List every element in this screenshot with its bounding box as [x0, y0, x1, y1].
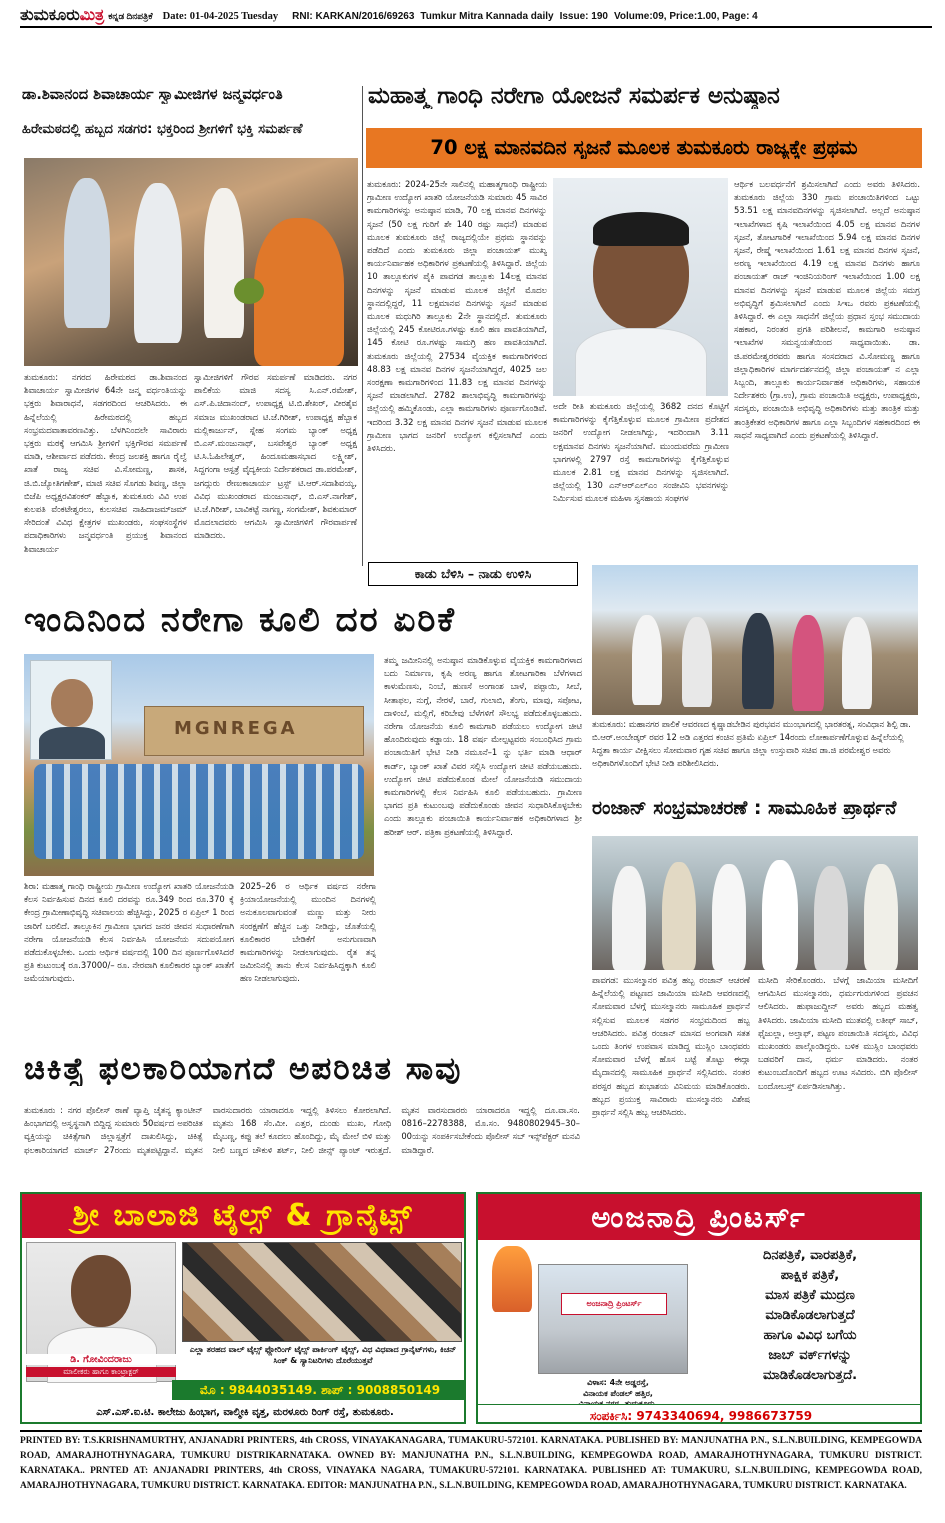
- imprint-footer: PRINTED BY: T.S.KRISHNAMURTHY, ANJANADRI PRINTERS, 4th CROSS, VINAYAKANAGARA, TUMAKURU-572101. KARNATAKA. PUBLISHED BY: MANJUNATHA P.N., S.L.N.BUILDING, KEMPEGOWDA ROAD, AMARAJHOTHYNAGARA, TUMKURU DISTRIKARNATAKA. OWNED BY: MANJUNATHA P.N., S.L.N.BUILDING, KEMPEGOWDA ROAD, AMARAJHOTHYNAGARA, TUMKURU DISTRICT. KARNATAKA.. PRNTED AT: ANJANADRI PRINTERS, 4th CROSS, VINAYAKA NAGARA, TUMAKURU-572101. KARNATAKA. PUBLISHED AT: TUMAKURU, S.L.N.BUILDING, KEMPEGOWDA ROAD, AMARAJHOTHYNAGARA, TUMKURU DISTRICT. KARNATAKA. EDITOR: MANJUNATHA P.N., S.L.N.BUILDING, KEMPEGOWDA ROAD, AMARAJHOTHYNAGARA, TUMKURU DISTRICT. KARNATAKA.: [20, 1436, 922, 1491]
- service-line: ಪಾಕ್ಷಿಕ ಪತ್ರಿಕೆ,: [780, 1268, 840, 1283]
- ad1-phone: ಮೊ : 9844035149. ಶಾಪ್ : 9008850149: [172, 1380, 466, 1400]
- story1-col2: ಸ್ವಾಮೀಜಿಗಳಿಗೆ ಗೌರವ ಸಮರ್ಪಣೆ ಮಾಡಿದರು. ನಗರ ಪಾಲಿಕೆಯ ಮಾಜಿ ಸದಸ್ಯ ಸಿ.ಎನ್.ರಮೇಶ್, ಎಸ್.ಪಿ.ಚಿದಾನಂದ್, ಉಪಾಧ್ಯಕ್ಷ ಟಿ.ಬಿ.ಶೇಖರ್, ವೀರಶೈವ ಸಮಾಜ ಮುಖಂಡರಾದ ಟಿ.ಜೆ.ಗಿರೀಶ್, ಉಪಾಧ್ಯಕ್ಷ ಹೆಬ್ಬಾಕ ಮಲ್ಲಿಕಾರ್ಜುನ್, ಸ್ನೇಹ ಸಂಗಮ ಬ್ಯಾಂಕ್ ಅಧ್ಯಕ್ಷ ಬಿ.ಎಸ್.ಮಂಜುನಾಥ್, ಬಸವೇಶ್ವರ ಬ್ಯಾಂಕ್ ಅಧ್ಯಕ್ಷ ಟಿ.ಸಿ.ಓಹಿಲೇಶ್ವರ್, ಹಿಂದೂಮಹಾಸಭಾದ ಲಕ್ಷ್ಮೀಶ್, ಸಿದ್ದಗಂಗಾ ಆಸ್ಪತ್ರೆ ವೈದ್ಯಕೀಯ ನಿರ್ದೇಶಕರಾದ ಡಾ.ಪರಮೇಶ್, ಜಗದ್ಗುರು ರೇಣುಕಾಚಾರ್ಯ ಟ್ರಸ್ಟ್ ಟಿ.ಆರ್.ಸದಾಶಿವಯ್ಯ, ವಿವಿಧ ಮುಖಂಡರಾದ ಮಂಜುನಾಥ್, ಬಿ.ಎಸ್.ನಾಗೇಶ್, ಟಿ.ಜೆ.ಗಿರೀಶ್, ಬಾವಿಕಟ್ಟೆ ನಾಗಣ್ಣ, ಸಂಗಮೇಶ್, ಶಿವಕುಮಾರ್ ಮೊದಲಾದವರು ಆಗಮಿಸಿ ಸ್ವಾಮೀಜಿಗಳಿಗೆ ಗೌರವಾರ್ಪಣೆ ಮಾಡಿದರು.: [194, 372, 357, 541]
- ramzan-prayer-photo: [592, 836, 918, 970]
- ad2-services: [700, 1246, 920, 1386]
- story1-headline: ಡಾ.ಶಿವಾನಂದ ಶಿವಾಚಾರ್ಯ ಸ್ವಾಮೀಜಿಗಳ ಜನ್ಮವರ್ಧಂತಿ: [22, 88, 283, 103]
- service-line: ಮಾಡಿಕೊಡಲಾಗುತ್ತದೆ: [765, 1308, 855, 1323]
- paper-logo: ತುಮಕೂರುಮಿತ್ರ: [20, 7, 105, 24]
- story5-col1: ಪಾವಗಡ: ಮುಸಲ್ಮಾನರ ಪವಿತ್ರ ಹಬ್ಬ ರಂಜಾನ್ ಆಚರಣೆ ಹಿನ್ನೆಲೆಯಲ್ಲಿ ಪಟ್ಟಣದ ಜಾಮಿಯಾ ಮಸೀದಿ ಆವರಣದಲ್ಲಿ ಸೋಮವಾರ ಬೆಳಗ್ಗೆ ಮುಸಲ್ಮಾನರು ಸಾಮೂಹಿಕ ಪ್ರಾರ್ಥನೆ ಸಲ್ಲಿಸುವ ಮೂಲಕ ಸಡಗರ ಸಂಭ್ರಮದಿಂದ ಹಬ್ಬ ಆಚರಿಸಿದರು. ಪವಿತ್ರ ರಂಜಾನ್ ಮಾಸದ ಅಂಗವಾಗಿ ಸತತ ಒಂದು ತಿಂಗಳ ಉಪವಾಸ ಮಾಡಿದ್ದ ಮುಸ್ಲಿಂ ಬಾಂಧವರು ಸೋಮವಾರ ಬೆಳಗ್ಗೆ ಹೊಸ ಬಟ್ಟೆ ತೊಟ್ಟು ಈದ್ಗಾ ಮೈದಾನದಲ್ಲಿ ಸಾಮೂಹಿಕ ಪ್ರಾರ್ಥನೆ ಸಲ್ಲಿಸಿದರು. ನಂತರ ಪರಸ್ಪರ ಹಬ್ಬದ ಶುಭಾಶಯ ವಿನಿಮಯ ಮಾಡಿಕೊಂಡರು. ಹಬ್ಬದ ಪ್ರಯುಕ್ತ ಸಾವಿರಾರು ಮುಸಲ್ಮಾನರು ವಿಶೇಷ ಪ್ರಾರ್ಥನೆ ಸಲ್ಲಿಸಿ ಹಬ್ಬ ಆಚರಿಸಿದರು.: [592, 975, 750, 1118]
- slogan-box: [368, 562, 578, 586]
- ambedkar-statue-inspection-photo: [592, 565, 918, 715]
- story3-caption: ಶಿರಾ: ಮಹಾತ್ಮ ಗಾಂಧಿ ರಾಷ್ಟ್ರೀಯ ಗ್ರಾಮೀಣ ಉದ್ಯೋಗ ಖಾತರಿ ಯೋಜನೆಯಡಿ ಕೆಲಸ ನಿರ್ವಹಿಸುವ ದಿನದ ಕೂಲಿ ದರವನ್ನು ರೂ.349 ರಿಂದ ರೂ.370 ಕ್ಕೆ ಕೇಂದ್ರ ಗ್ರಾಮೀಣಾಭಿವೃದ್ಧಿ ಸಚಿವಾಲಯ ಹೆಚ್ಚಿಸಿದ್ದು, 2025 ರ ಏಪ್ರಿಲ್ 1 ರಿಂದ ಜಾರಿಗೆ ಬರಲಿದೆ. ತಾಲ್ಲೂಕಿನ ಗ್ರಾಮೀಣ ಭಾಗದ ಜನರ ಜೀವನ ಸುಧಾರಣೆಗಾಗಿ ನರೇಗಾ ಯೋಜನೆಯಡಿ ಕೆಲಸ ನಿರ್ವಹಿಸಿ ಯೋಜನೆಯ ಸದುಪಯೋಗ ಪಡೆದುಕೊಳ್ಳಬೇಕು. ಒಂದು ಆರ್ಥಿಕ ವರ್ಷದಲ್ಲಿ 100 ದಿನ ಪೂರ್ಣಗೊಳಿಸಿದರೆ ಪ್ರತಿ ಕುಟುಂಬಕ್ಕೆ ರೂ.37000/– ರೂ. ನೇರವಾಗಿ ಕೂಲಿಕಾರರ ಬ್ಯಾಂಕ್ ಖಾತೆಗೆ ಜಮೆಯಾಗುವುದು.: [24, 881, 234, 984]
- story5-headline: ರಂಜಾನ್ ಸಂಭ್ರಮಾಚರಣೆ : ಸಾಮೂಹಿಕ ಪ್ರಾರ್ಥನೆ: [592, 798, 897, 819]
- service-line: ಮಾಡಿಕೊಡಲಾಗುತ್ತದೆ.: [762, 1368, 858, 1383]
- service-line: ಹಾಗೂ ವಿವಿಧ ಬಗೆಯ: [763, 1328, 857, 1343]
- anjanadri-printers-ad: [476, 1192, 922, 1424]
- paper-name: Tumkur Mitra Kannada daily: [420, 10, 554, 22]
- officer-inset-photo: [30, 660, 112, 760]
- shop-sign: ಅಂಜನಾದ್ರಿ ಪ್ರಿಂಟರ್ಸ್: [561, 1293, 667, 1315]
- story3-col2: 2025–26 ರ ಆರ್ಥಿಕ ವರ್ಷದ ನರೇಗಾ ಕ್ರಿಯಾಯೋಜನೆಯಲ್ಲಿ ಮುಂದಿನ ದಿನಗಳಲ್ಲಿ ಅನುಕೂಲವಾಗುವಂತೆ ಮಣ್ಣು ಮತ್ತು ನೀರು ಸಂರಕ್ಷಣೆಗೆ ಹೆಚ್ಚಿನ ಒತ್ತು ನೀಡಿದ್ದು, ಜೊತೆಯಲ್ಲಿ ಕೂಲಿಕಾರರ ಬೇಡಿಕೆಗೆ ಅನುಗುಣವಾಗಿ ಕಾಮಗಾರಿಗಳನ್ನು ನೀಡಲಾಗುವುದು. ರೈತ ತನ್ನ ಜಮೀನಿನಲ್ಲಿ ತಾನು ಕೆಲಸ ನಿರ್ವಹಿಸಿದ್ದಕ್ಕಾಗಿ ಕೂಲಿ ಹಣ ನೀಡಲಾಗುವುದು.: [240, 881, 376, 984]
- paper-subtitle: ಕನ್ನಡ ದಿನಪತ್ರಿಕೆ: [108, 10, 153, 21]
- story6-body: ತುಮಕೂರು : ನಗರ ಪೊಲೀಸ್ ಠಾಣೆ ವ್ಯಾಪ್ತಿ ಚೈತನ್ಯ ಕ್ಯಾಂಟೀನ್ ಹಿಂಭಾಗದಲ್ಲಿ ಅಸ್ವಸ್ಥನಾಗಿ ಬಿದ್ದಿದ್ದ ಸುಮಾರು 50ವರ್ಷದ ಅಪರಿಚಿತ ವ್ಯಕ್ತಿಯನ್ನು ಚಿಕಿತ್ಸೆಗಾಗಿ ಜಿಲ್ಲಾಸ್ಪತ್ರೆಗೆ ದಾಖಲಿಸಿದ್ದು, ಚಿಕಿತ್ಸೆ ಫಲಕಾರಿಯಾಗದೆ ಮಾರ್ಚ್ 27ರಂದು ಮೃತಪಟ್ಟಿದ್ದಾನೆ. ಮೃತನ ವಾರಸುದಾರರು ಯಾರಾದರೂ ಇದ್ದಲ್ಲಿ ತಿಳಿಸಲು ಕೋರಲಾಗಿದೆ. ಮೃತನು 168 ಸೆಂ.ಮೀ. ಎತ್ತರ, ದುಂಡು ಮುಖ, ಗೋಧಿ ಮೈಬಣ್ಣ, ಕಪ್ಪು ತಲೆ ಕೂದಲು ಹೊಂದಿದ್ದು, ಮೈ ಮೇಲೆ ಬಿಳಿ ಮತ್ತು ನೀಲಿ ಬಣ್ಣದ ಚೌಕುಳಿ ಶರ್ಟ್, ನೀಲಿ ಜೀನ್ಸ್ ಪ್ಯಾಂಟ್ ಇರುತ್ತದೆ. ಮೃತನ ವಾರಸುದಾರರು ಯಾರಾದರೂ ಇದ್ದಲ್ಲಿ ದೂ.ವಾ.ಸಂ. 0816–2278388, ಮೊ.ಸಂ. 9480802945–30–00ಯನ್ನು ಸಂಪರ್ಕಿಸಬೇಕೆಂದು ಪೊಲೀಸ್ ಸಬ್ ಇನ್ಸ್‌ಪೆಕ್ಟರ್ ಮನವಿ ಮಾಡಿದ್ದಾರೆ.: [24, 1105, 580, 1155]
- footer-rule: [20, 1430, 922, 1432]
- story4-caption: ತುಮಕೂರು: ಮಹಾನಗರ ಪಾಲಿಕೆ ಆವರಣದ ಕೃಷ್ಣಾಡಬೇಡಿನ ಪುರಭವನ ಮುಂಭಾಗದಲ್ಲಿ ಭಾರತರತ್ನ, ಸಂವಿಧಾನ ಶಿಲ್ಪಿ ಡಾ. ಬಿ.ಆರ್.ಅಂಬೇಡ್ಕರ್ ರವರ 12 ಅಡಿ ಎತ್ತರದ ಕಂಚಿನ ಪ್ರತಿಮೆ ಏಪ್ರಿಲ್ 14ರಂದು ಲೋಕಾರ್ಪಣೆಗೊಳ್ಳುವ ಹಿನ್ನೆಲೆಯಲ್ಲಿ ಸಿದ್ಧತಾ ಕಾರ್ಯ ವೀಕ್ಷಿಸಲು ಸೋಮವಾರ ಗೃಹ ಸಚಿವ ಹಾಗೂ ಜಿಲ್ಲಾ ಉಸ್ತುವಾರಿ ಸಚಿವ ಡಾ.ಜಿ ಪರಮೇಶ್ವರ ಅವರು ಅಧಿಕಾರಿಗಳೊಂದಿಗೆ ಭೇಟಿ ನೀಡಿ ಪರಿಶೀಲಿಸಿದರು.: [592, 719, 911, 768]
- mgnrega-sign-text: MGNREGA: [174, 718, 298, 739]
- story2-col3: ಆರ್ಥಿಕ ಬಲವರ್ಧನೆಗೆ ಶ್ರಮಿಸಲಾಗಿದೆ ಎಂದು ಅವರು ತಿಳಿಸಿದರು. ತುಮಕೂರು ಜಿಲ್ಲೆಯ 330 ಗ್ರಾಮ ಪಂಚಾಯಿತಿಗಳಿಂದ ಒಟ್ಟು 53.51 ಲಕ್ಷ ಮಾನವದಿನಗಳನ್ನು ಸೃಜಿಸಲಾಗಿದೆ. ಅಲ್ಲದೆ ಅನುಷ್ಠಾನ ಇಲಾಖೆಗಳಾದ ಕೃಷಿ ಇಲಾಖೆಯಿಂದ 4.05 ಲಕ್ಷ ಮಾನವ ದಿನಗಳ ಸೃಜನೆ, ತೋಟಗಾರಿಕೆ ಇಲಾಖೆಯಿಂದ 5.94 ಲಕ್ಷ ಮಾನವ ದಿನಗಳ ಸೃಜನೆ, ರೇಷ್ಮೆ ಇಲಾಖೆಯಿಂದ 1.61 ಲಕ್ಷ ಮಾನವ ದಿನಗಳ ಸೃಜನೆ, ಅರಣ್ಯ ಇಲಾಖೆಯಿಂದ 4.19 ಲಕ್ಷ ಮಾನವ ದಿನಗಳು ಹಾಗೂ ಪಂಚಾಯತ್ ರಾಜ್ ಇಂಜಿನಿಯರಿಂಗ್ ಇಲಾಖೆಯಿಂದ 1.00 ಲಕ್ಷ ಮಾನವ ದಿನಗಳನ್ನು ಸೃಜನೆ ಮಾಡುವ ಮೂಲಕ ಜಿಲ್ಲೆಯ ಸಮಗ್ರ ಅಭಿವೃದ್ಧಿಗೆ ಶ್ರಮಿಸಲಾಗಿದೆ ಎಂದು ಸಿಇಒ ರವರು ಪ್ರಕಟಣೆಯಲ್ಲಿ ತಿಳಿಸಿದ್ದಾರೆ. ಈ ಎಲ್ಲಾ ಸಾಧನೆಗೆ ಜಿಲ್ಲೆಯ ಪ್ರಧಾನ ಸ್ತಂಭ ಸಮುದಾಯ ಸಹಕಾರ, ನಿರಂತರ ಪ್ರಗತಿ ಪರಿಶೀಲನೆ, ಕಾಮಗಾರಿ ಅನುಷ್ಠಾನ ಇಲಾಖೆಗಳ ಸಮನ್ವಯತೆಯಿಂದ ಸಾಧ್ಯವಾಯಿತು. ಡಾ. ಜಿ.ಪರಮೇಶ್ವರರವರು ಹಾಗೂ ಸಂಸದರಾದ ವಿ.ಸೋಮಣ್ಣ ಹಾಗೂ ಜಿಲ್ಲಾಧಿಕಾರಿಗಳ ಮಾರ್ಗದರ್ಶನದಲ್ಲಿ ಜಿಲ್ಲಾ ಪಂಚಾಯತ್ ನ ಎಲ್ಲಾ ಸಿಬ್ಬಂದಿ, ತಾಲ್ಲೂಕು ಕಾರ್ಯನಿರ್ವಾಹಕ ಅಧಿಕಾರಿಗಳು, ಸಹಾಯಕ ನಿರ್ದೇಶಕರು (ಗ್ರಾ.ಉ), ಗ್ರಾಮ ಪಂಚಾಯಿತಿ ಅಧ್ಯಕ್ಷರು, ಉಪಾಧ್ಯಕ್ಷರು, ಸದಸ್ಯರು, ಪಂಚಾಯಿತಿ ಅಭಿವೃದ್ಧಿ ಅಧಿಕಾರಿಗಳು ಮತ್ತು ತಾಂತ್ರಿಕ ಮತ್ತು ತಾಂತ್ರಿಕೇತರ ಅಧಿಕಾರಿಗಳ ಹಾಗೂ ಎಲ್ಲಾ ಸಿಬ್ಬಂದಿಗಳ ಸಹಕಾರದಿಂದ ಈ ಸಾಧನೆ ಸಾಧ್ಯವಾಗಿದೆ ಎಂದು ಪ್ರಕಟಣೆಯಲ್ಲಿ ತಿಳಿಸಿದ್ದಾರೆ.: [734, 179, 920, 440]
- story3-headline: ಇಂದಿನಿಂದ ನರೇಗಾ ಕೂಲಿ ದರ ಏರಿಕೆ: [24, 602, 456, 640]
- owner-name: ಡಿ. ಗೋವಿಂದರಾಜು: [26, 1354, 176, 1365]
- story2-headline: ಮಹಾತ್ಮ ಗಾಂಧಿ ನರೇಗಾ ಯೋಜನೆ ಸಮರ್ಪಕ ಅನುಷ್ಠಾನ: [368, 84, 780, 109]
- ad1-address: ಎಸ್.ಎಸ್.ಐ.ಟಿ. ಕಾಲೇಜು ಹಿಂಭಾಗ, ವಾಲ್ಮೀಕಿ ವೃತ್ತ, ಮರಳೂರು ರಿಂಗ್ ರಸ್ತೆ, ತುಮಕೂರು.: [22, 1402, 466, 1424]
- column-divider: [362, 86, 363, 566]
- story5-col2: ಮಸೀದಿ ಸೇರಿಕೊಂಡರು. ಬೆಳಗ್ಗೆ ಜಾಮಿಯಾ ಮಸೀದಿಗೆ ಆಗಮಿಸಿದ ಮುಸಲ್ಮಾನರು, ಧರ್ಮಗುರುಗಳಿಂದ ಪ್ರವಚನ ಆಲಿಸಿದರು. ಹುಫಾಜುದ್ದೀನ್ ಅವರು ಹಬ್ಬದ ಮಹತ್ವ ತಿಳಿಸಿದರು. ಜಾಮಿಯಾ ಮಸೀದಿ ಮುತವಲ್ಲಿ ಲತೀಫ್ ಸಾಬ್, ಫೈಜುಲ್ಲಾ, ಅಲ್ತಾಫ್, ಪಟ್ಟಣ ಪಂಚಾಯಿತಿ ಸದಸ್ಯರು, ವಿವಿಧ ಮುಖಂಡರು ಪಾಲ್ಗೊಂಡಿದ್ದರು. ಬಳಿಕ ಮುಸ್ಲಿಂ ಬಾಂಧವರು ಬಡವರಿಗೆ ದಾನ, ಧರ್ಮ ಮಾಡಿದರು. ನಂತರ ಕುಟುಂಬದೊಂದಿಗೆ ಹಬ್ಬದ ಊಟ ಸವಿದರು. ಬಿಗಿ ಪೊಲೀಸ್ ಬಂದೋಬಸ್ತ್ ಏರ್ಪಡಿಸಲಾಗಿತ್ತು.: [758, 975, 918, 1091]
- balaji-tiles-ad: [20, 1192, 466, 1424]
- rni-number: RNI: KARKAN/2016/69263: [292, 10, 415, 22]
- story6-headline: ಚಿಕಿತ್ಸೆ ಫಲಕಾರಿಯಾಗದೆ ಅಪರಿಚಿತ ಸಾವು: [24, 1052, 463, 1087]
- story2-col2: ಅದೇ ರೀತಿ ತುಮಕೂರು ಜಿಲ್ಲೆಯಲ್ಲಿ 3682 ದನದ ಕೊಟ್ಟಿಗೆ ಕಾಮಗಾರಿಗಳನ್ನು ಕೈಗೆತ್ತಿಕೊಳ್ಳುವ ಮೂಲಕ ಗ್ರಾಮೀಣ ಪ್ರದೇಶದ ಜನರಿಗೆ ಉದ್ಯೋಗ ನೀಡಲಾಗಿದ್ದು, ಇದರಿಂದಾಗಿ 3.11 ಲಕ್ಷಮಾನವ ದಿನಗಳು ಸೃಜನೆಯಾಗಿವೆ. ಮುಂದುವರೆದು ಗ್ರಾಮೀಣ ಭಾಗಗಳಲ್ಲಿ 2797 ರಸ್ತೆ ಕಾಮಗಾರಿಗಳನ್ನು ಕೈಗೆತ್ತಿಕೊಳ್ಳುವ ಮೂಲಕ 2.81 ಲಕ್ಷ ಮಾನವ ದಿನಗಳನ್ನು ಸೃಜಿಸಲಾಗಿದೆ. ಜಿಲ್ಲೆಯಲ್ಲಿ 130 ಎನ್‌ಆರ್‌ಎಲ್‌ಎಂ ಸಂಜೀವಿನಿ ಭವನಗಳನ್ನು ನಿರ್ಮಿಸುವ ಮೂಲಕ ಮಹಿಳಾ ಸ್ವಸಹಾಯ ಸಂಘಗಳ: [553, 401, 729, 504]
- story3-col3: ತಮ್ಮ ಜಮೀನಿನಲ್ಲಿ ಅನುಷ್ಠಾನ ಮಾಡಿಕೊಳ್ಳುವ ವೈಯಕ್ತಿಕ ಕಾಮಗಾರಿಗಳಾದ ಬದು ನಿರ್ಮಾಣ, ಕೃಷಿ ಅರಣ್ಯ ಹಾಗೂ ತೋಟಗಾರಿಕಾ ಬೆಳೆಗಳಾದ ಕಾಳುಮೆಣಸು, ನಿಂಬೆ, ಹುಣಸೆ ಅಂಗಾಂಶ ಬಾಳೆ, ಪಪ್ಪಾಯಿ, ಸೀಬೆ, ಸೀತಾಫಲ, ನುಗ್ಗೆ, ನೇರಳೆ, ಬಾರೆ, ಗುಲಾಬಿ, ತೆಂಗು, ಮಾವು, ಸಪೋಟ, ದಾಳಿಂಬೆ, ಮಲ್ಲಿಗೆ, ಕರಿಬೇವು ಬೆಳೆಗಳಿಗೆ ಸೌಲಭ್ಯ ಪಡೆದುಕೊಳ್ಳಬಹುದು. ನರೇಗಾ ಯೋಜನೆಯ ಕೂಲಿ ಕಾಮಗಾರಿ ಪಡೆಯಲು ಉದ್ಯೋಗ ಚೀಟಿ ಹೊಂದಿರುವುದು ಕಡ್ಡಾಯ. 18 ವರ್ಷ ಮೇಲ್ಪಟ್ಟವರು ಸಂಬಂಧಿಸಿದ ಗ್ರಾಮ ಪಂಚಾಯಿತಿಗೆ ಭೇಟಿ ನೀಡಿ ನಮೂನೆ–1 ನ್ನು ಭರ್ತಿ ಮಾಡಿ ಆಧಾರ್ ಕಾರ್ಡ್, ಬ್ಯಾಂಕ್ ಖಾತೆ ವಿವರ ಸಲ್ಲಿಸಿ ಉದ್ಯೋಗ ಚೀಟಿ ಪಡೆಯಬಹುದು. ಉದ್ಯೋಗ ಚೀಟಿ ಪಡೆದುಕೊಂಡ ಮೇಲೆ ಯೋಜನೆಯಡಿ ಸಮುದಾಯ ಕಾಮಗಾರಿಗಳಲ್ಲಿ ಕೆಲಸ ನಿರ್ವಹಿಸಿ ಕೂಲಿ ಪಡೆಯಬಹುದು. ಗ್ರಾಮೀಣ ಭಾಗದ ಪ್ರತಿ ಕುಟುಂಬವು ಪಡೆದುಕೊಂಡು ಜೀವನ ಸುಧಾರಿಸಿಕೊಳ್ಳಬೇಕು ಎಂದು ತಾಲ್ಲೂಕು ಪಂಚಾಯಿತಿ ಕಾರ್ಯನಿರ್ವಾಹಕ ಅಧಿಕಾರಿಗಳಾದ ಶ್ರೀ ಹರೀಶ್ ಆರ್. ಪತ್ರಿಕಾ ಪ್ರಕಟಣೆಯಲ್ಲಿ ತಿಳಿಸಿದ್ದಾರೆ.: [384, 655, 582, 837]
- masthead: [20, 6, 932, 28]
- story1-subheadline: ಹಿರೇಮಠದಲ್ಲಿ ಹಬ್ಬದ ಸಡಗರ: ಭಕ್ತರಿಂದ ಶ್ರೀಗಳಿಗೆ ಭಕ್ತಿ ಸಮರ್ಪಣೆ: [22, 123, 303, 137]
- issue-date: Date: 01-04-2025 Tuesday: [162, 10, 279, 22]
- story1-col1: ತುಮಕೂರು: ನಗರದ ಹಿರೇಮಠದ ಡಾ.ಶಿವಾನಂದ ಶಿವಾಚಾರ್ಯ ಸ್ವಾಮೀಜಿಗಳ 64ನೇ ಜನ್ಮ ವರ್ಧಂತಿಯನ್ನು ಭಕ್ತರು ಶಿವಾರಾಧನೆ, ಸಡಗರದಿಂದ ಆಚರಿಸಿದರು. ಈ ಹಿನ್ನೆಲೆಯಲ್ಲಿ ಹಿರೇಮಠದಲ್ಲಿ ಹಬ್ಬದ ಸಂಭ್ರಮದವಾತಾವರಣವಿತ್ತು. ಬೆಳಗಿನಿಂದಲೇ ಸಾವಿರಾರು ಭಕ್ತರು ಮಠಕ್ಕೆ ಆಗಮಿಸಿ ಶ್ರೀಗಳಿಗೆ ಭಕ್ತಿಗೌರವ ಸಮರ್ಪಣೆ ಮಾಡಿ, ಆಶೀರ್ವಾದ ಪಡೆದರು. ಕೇಂದ್ರ ಜಲಶಕ್ತಿ ಹಾಗೂ ರೈಲ್ವೆ ಖಾತೆ ರಾಜ್ಯ ಸಚಿವ ವಿ.ಸೋಮಣ್ಣ, ಶಾಸಕ, ಜಿ.ಬಿ.ಜ್ಯೋತಿಗಣೇಶ್, ಮಾಜಿ ಸಚಿವ ಸೊಗಡು ಶಿವಣ್ಣ, ಜಿಲ್ಲಾ ಬಿಜೆಪಿ ಅಧ್ಯಕ್ಷರವಿಶಂಕರ್ ಹೆಬ್ಬಾಕ, ತುಮಕೂರು ವಿವಿ ಉಪ ಕುಲಪತಿ ವೆಂಕಟೇಶ್ವರಲು, ಕುಲಸಚಿವ ನಾಹಿದಾಜಮ್‌ಜಮ್ ಸೇರಿದಂತೆ ವಿವಿಧ ಕ್ಷೇತ್ರಗಳ ಮುಖಂಡರು, ಸಂಘಸಂಸ್ಥೆಗಳ ಪದಾಧಿಕಾರಿಗಳು ಜನ್ಮವರ್ಧಂತಿ ಪ್ರಯುಕ್ತ ಶಿವಾನಂದ ಶಿವಾಚಾರ್ಯ: [24, 372, 187, 554]
- issue-number: Issue: 190: [559, 10, 608, 22]
- swamiji-felicitation-photo: [24, 158, 358, 366]
- tiles-showcase-image: [182, 1242, 462, 1342]
- story2-subhead: 70 ಲಕ್ಷ ಮಾನವದಿನ ಸೃಜನೆ ಮೂಲಕ ತುಮಕೂರು ರಾಜ್ಯಕ್ಕೇ ಪ್ರಥಮ: [430, 137, 858, 159]
- story2-subhead-banner: [366, 128, 922, 168]
- volume-price-page: Volume:09, Price:1.00, Page: 4: [613, 10, 758, 22]
- ad1-products: ಎಲ್ಲಾ ತರಹದ ವಾಲ್ ಟೈಲ್ಸ್ ಫ್ಲೋರಿಂಗ್ ಟೈಲ್ಸ್ ಪಾರ್ಕಿಂಗ್ ಟೈಲ್ಸ್, ವಿಧ ವಿಧವಾದ ಗ್ರಾನೈಟ್‌ಗಳು, ಕಿಚನ್ ಸಿಂಕ್ & ಸ್ಯಾನಿಟರಿಗಳು ದೊರೆಯುತ್ತವೆ: [189, 1345, 457, 1365]
- slogan-text: ಕಾಡು ಬೆಳಿಸಿ – ನಾಡು ಉಳಿಸಿ: [414, 567, 532, 581]
- hanuman-icon: [492, 1246, 532, 1312]
- ad2-contact: ಸಂಪರ್ಕಿಸಿ: 9743340694, 9986673759: [478, 1404, 922, 1424]
- ad1-title: ಶ್ರೀ ಬಾಲಾಜಿ ಟೈಲ್ಸ್ & ಗ್ರಾನೈಟ್ಸ್: [22, 1194, 464, 1238]
- ad2-address-line: ವಿಳಾಸ: 4ನೇ ಅಡ್ಡರಸ್ತೆ,: [587, 1378, 649, 1387]
- official-portrait-photo: [553, 178, 728, 396]
- service-line: ಮಾಸ ಪತ್ರಿಕೆ ಮುದ್ರಣ: [765, 1288, 855, 1303]
- owner-role: ಮಾಲೀಕರು ಹಾಗೂ ಕಾಂಟ್ರಾಕ್ಟರ್: [26, 1367, 176, 1377]
- service-line: ಜಾಬ್ ವರ್ಕ್‌ಗಳನ್ನು: [768, 1348, 852, 1363]
- ad2-address-line: ವಿನಾಯಕ ಪೆಂಡಲ್ ಹತ್ತಿರ,: [583, 1388, 653, 1398]
- story2-col1: ತುಮಕೂರು: 2024-25ನೇ ಸಾಲಿನಲ್ಲಿ ಮಹಾತ್ಮಗಾಂಧಿ ರಾಷ್ಟ್ರೀಯ ಗ್ರಾಮೀಣ ಉದ್ಯೋಗ ಖಾತರಿ ಯೋಜನೆಯಡಿ ಸುಮಾರು 45 ಸಾವಿರ ಕಾಮಗಾರಿಗಳನ್ನು ಅನುಷ್ಠಾನ ಮಾಡಿ, 70 ಲಕ್ಷ ಮಾನವ ದಿನಗಳನ್ನು ಸೃಜನೆ (50 ಲಕ್ಷ ಗುರಿಗೆ ಶೇ 140 ರಷ್ಟು ಸಾಧನೆ) ಮಾಡುವ ಮೂಲಕ ತುಮಕೂರು ಜಿಲ್ಲೆ ರಾಜ್ಯದಲ್ಲಿಯೇ ಪ್ರಥಮ ಸ್ಥಾನವನ್ನು ಪಡೆದಿದೆ ಎಂದು ತುಮಕೂರು ಜಿಲ್ಲಾ ಪಂಚಾಯತ್ ಮುಖ್ಯ ಕಾರ್ಯನಿರ್ವಾಹಕ ಅಧಿಕಾರಿಗಳ ಪ್ರಕಟಣೆಯಲ್ಲಿ ತಿಳಿಸಿದ್ದಾರೆ. ಜಿಲ್ಲೆಯ 10 ತಾಲ್ಲೂಕುಗಳ ಪೈಕಿ ಪಾವಗಡ ತಾಲ್ಲೂಕು 14ಲಕ್ಷ ಮಾನವ ದಿನಗಳನ್ನು ಸೃಜನೆ ಮಾಡುವ ಮೂಲಕ ಜಿಲ್ಲೆಗೆ ಮೊದಲ ಸ್ಥಾನದಲ್ಲಿದ್ದರೆ, 11 ಲಕ್ಷಮಾನವ ದಿನಗಳನ್ನು ಸೃಜನೆ ಮಾಡುವ ಮೂಲಕ ಮಧುಗಿರಿ ತಾಲ್ಲೂಕು 2ನೇ ಸ್ಥಾನದಲ್ಲಿದೆ. ತುಮಕೂರು ಜಿಲ್ಲೆಯಲ್ಲಿ 245 ಕೋಟಿರೂ.ಗಳಷ್ಟು ಕೂಲಿ ಹಣ ಪಾವತಿಯಾಗಿದೆ, 145 ಕೋಟಿ ರೂ.ಗಳಷ್ಟು ಸಾಮಗ್ರಿ ಹಣ ಪಾವತಿಯಾಗಿದೆ. ತುಮಕೂರು ಜಿಲ್ಲೆಯಲ್ಲಿ 27534 ವೈಯಕ್ತಿಕ ಕಾಮಗಾರಿಗಳಿಂದ 48.83 ಲಕ್ಷ ಮಾನವ ದಿನಗಳ ಸೃಜನೆಯಾಗಿದ್ದರೆ, 4025 ಜಲ ಸಂರಕ್ಷಣಾ ಕಾಮಗಾರಿಗಳಿಂದ 11.83 ಲಕ್ಷ ಮಾನವ ದಿನಗಳನ್ನು ಸೃಜನೆ ಮಾಡಲಾಗಿದೆ. 2782 ಶಾಲಾಭಿವೃದ್ಧಿ ಕಾಮಗಾರಿಗಳನ್ನು ಜಿಲ್ಲೆಯಲ್ಲಿ ಹಮ್ಮಿಕೊಂಡು, ಎಲ್ಲಾ ಕಾಮಗಾರಿಗಳು ಪೂರ್ಣಗೊಂಡಿವೆ. ಇದರಿಂದ 3.32 ಲಕ್ಷ ಮಾನವ ದಿನಗಳ ಸೃಜನೆ ಮಾಡುವ ಮೂಲಕ ಗ್ರಾಮೀಣ ಭಾಗದ ಜನರಿಗೆ ಉದ್ಯೋಗ ಕಲ್ಪಿಸಲಾಗಿದೆ ಎಂದು ತಿಳಿಸಿದರು.: [367, 179, 547, 454]
- printing-press-building-photo: [538, 1264, 688, 1374]
- ad2-title: ಅಂಜನಾದ್ರಿ ಪ್ರಿಂಟರ್ಸ್: [478, 1194, 920, 1240]
- service-line: ದಿನಪತ್ರಿಕೆ, ವಾರಪತ್ರಿಕೆ,: [762, 1248, 858, 1263]
